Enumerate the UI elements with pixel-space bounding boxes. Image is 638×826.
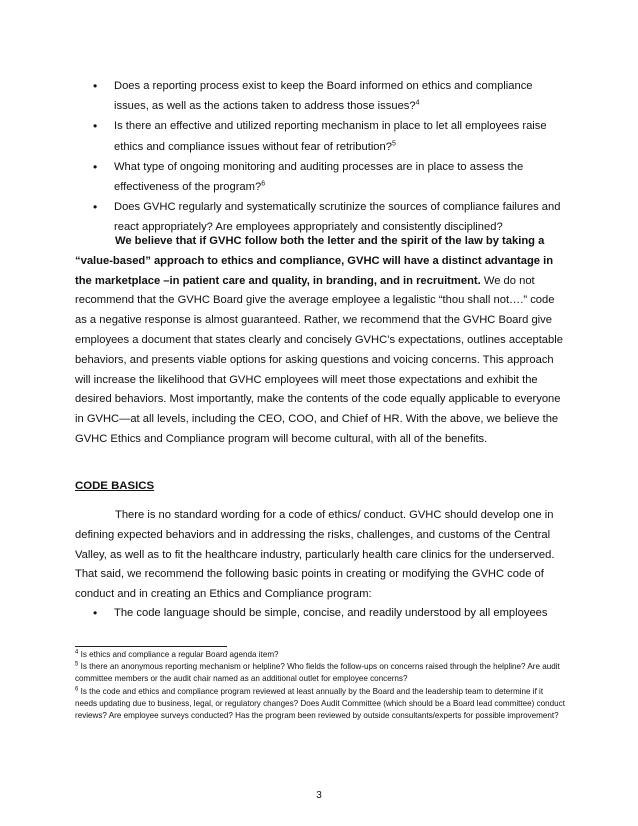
footnote-separator	[75, 646, 227, 647]
list-item: • The code language should be simple, concise, and readily understood by all employees	[93, 603, 568, 623]
code-basics-bullet-list	[93, 603, 568, 623]
code-basics-paragraph: There is no standard wording for a code of ethics/ conduct. GVHC should develop one in defining expected behaviors and in addressing the risks, challenges, and customs of the Central Valley, as well as to fit the healthcare industry, particularly health care clinics for the underserved. That said, we recommend the following basic points in creating or modifying the GVHC code of conduct and in creating an Ethics and Compliance program:	[75, 509, 555, 601]
footnote: $^5$ Is there an anonymous reporting mechanism or helpline? Who fields the follow-ups on concerns raised through the helpline? Are audit committee members or the audit chair named as an additional outlet for employee concerns?	[75, 661, 560, 684]
footnote-ref: 6	[261, 180, 266, 188]
section-heading: CODE BASICS	[75, 480, 155, 492]
footnotes	[75, 649, 567, 722]
footnote-ref: 5	[391, 139, 396, 147]
question-bullet-list	[93, 76, 563, 238]
footnote: $^4$ Is ethics and compliance a regular Board agenda item?	[75, 649, 279, 659]
page-number: 3	[316, 790, 322, 801]
bold-statement: We believe that if GVHC follow both the letter and the spirit of the law by taking a “value-based” approach to ethics and compliance, GVHC will have a distinct advantage in the marketplace –in patient care and quality, in branding, and in recruitment.	[75, 235, 554, 287]
list-item: • Is there an effective and utilized reporting mechanism in place to let all employees raise ethics and compliance issues without fear of retribution?$^5$	[93, 116, 563, 156]
footnote-ref: 4	[415, 99, 420, 107]
list-item: • What type of ongoing monitoring and auditing processes are in place to assess the effectiveness of the program?$^6$	[93, 157, 563, 197]
footnote: $^6$ Is the code and ethics and compliance program reviewed at least annually by the Board and the leadership team to determine if it needs updating due to business, legal, or regulatory changes? Does Audit Committee (which should be a Board lead committee) conduct reviews? Are employee surveys conducted? Has the program been reviewed by outside consultants/experts for possible improvement?	[75, 685, 565, 721]
list-item: • Does a reporting process exist to keep the Board informed on ethics and compliance issues, as well as the actions taken to address those issues?$^4$	[93, 76, 563, 116]
recommendation-paragraph	[75, 232, 565, 450]
paragraph-body: We do not recommend that the GVHC Board give the average employee a legalistic “thou shall not….” code as a negative response is almost guaranteed. Rather, we recommend that the GVHC Board give employees a document that states clearly and concisely GVHC’s expectations, outlines acceptable behaviors, and presents viable options for asking questions and voicing concerns. This approach will increase the likelihood that GVHC employees will meet those expectations and exhibit the desired behaviors. Most importantly, make the contents of the code equally applicable to everyone in GVHC—at all levels, including the CEO, COO, and Chief of HR. With the above, we believe the GVHC Ethics and Compliance program will become cultural, with all of the benefits.	[75, 274, 563, 445]
list-item: • Does GVHC regularly and systematically scrutinize the sources of compliance failures and react appropriately? Are employees appropriately and consistently disciplined?	[93, 197, 563, 237]
